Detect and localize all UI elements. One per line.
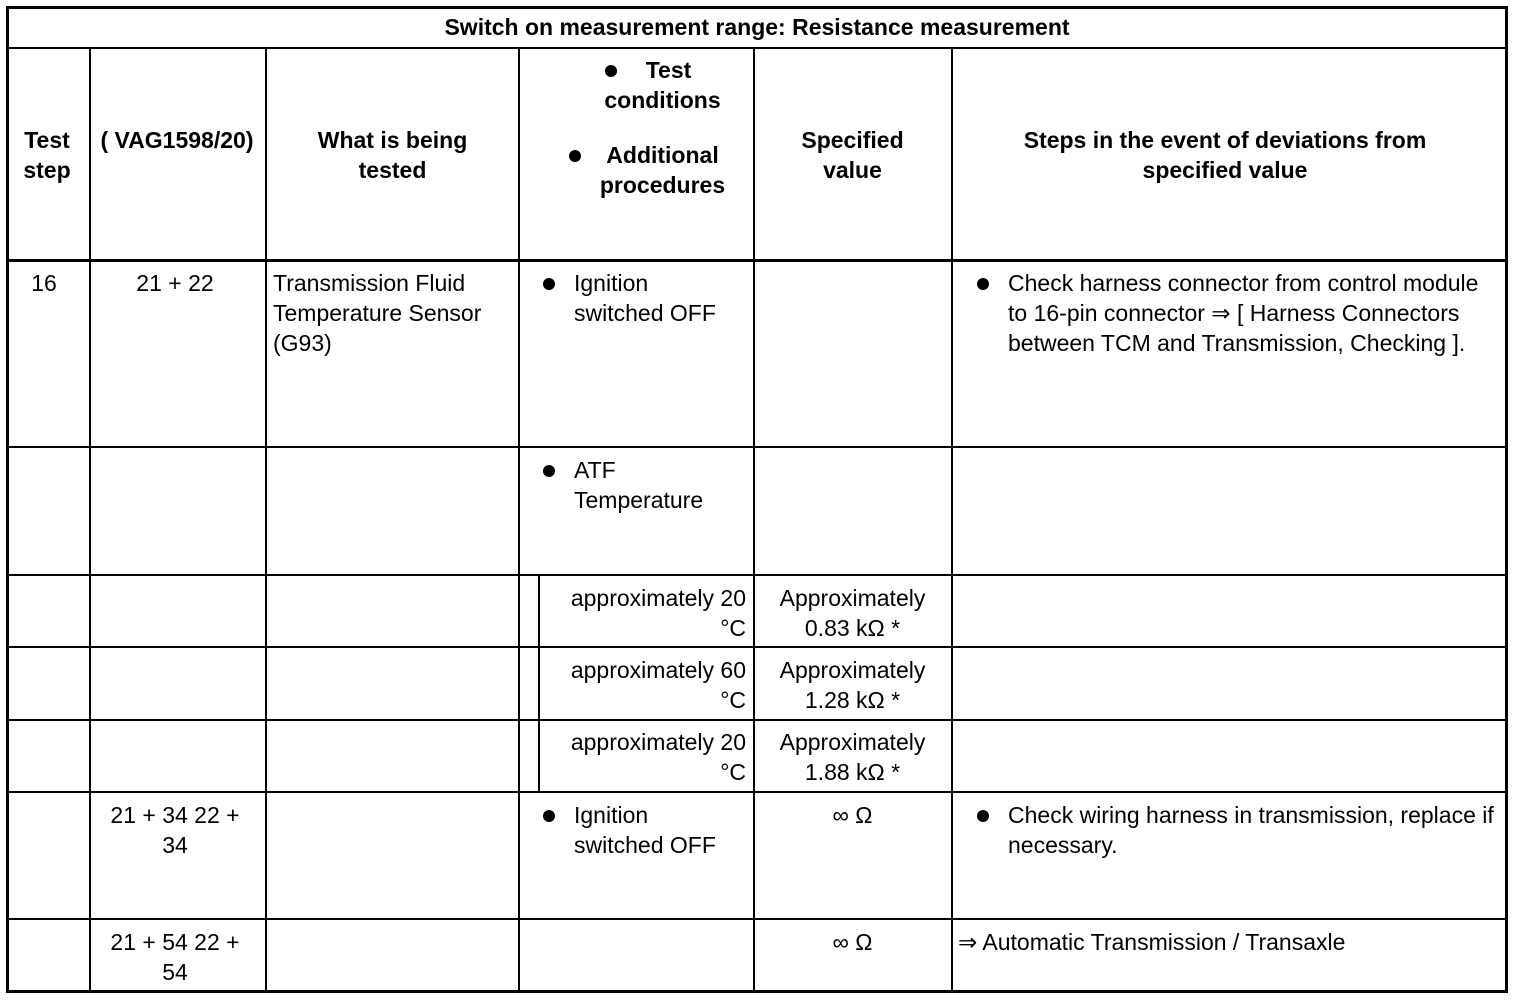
header-specified-value: Specified value (801, 127, 904, 183)
row-54-terminals: 21 + 54 22 + 54 (110, 929, 240, 985)
temp-row-3-condition: approximately 20 °C (570, 729, 746, 785)
header-vag: ( VAG1598/20) (100, 127, 254, 153)
temp-row-2-value: Approximately 1.28 kΩ * (779, 657, 926, 713)
col-rule-1 (89, 48, 91, 993)
rule-row-1 (6, 446, 1508, 448)
row-16-tested: Transmission Fluid Temperature Sensor (G93) (273, 270, 482, 356)
atf-temperature-condition: ATF Temperature (574, 457, 704, 513)
row-16-terminals: 21 + 22 (136, 270, 214, 296)
temp-row-2-condition: approximately 60 °C (570, 657, 746, 713)
bullet-icon (543, 810, 555, 822)
col-rule-5 (951, 48, 953, 993)
row-34-value: ∞ Ω (832, 802, 873, 828)
temp-row-1-value: Approximately 0.83 kΩ * (779, 585, 926, 641)
row-16-action: Check harness connector from control module to 16-pin connector ⇒ [ Harness Connectors between TCM and Transmission, Checking ]. (1008, 270, 1479, 356)
rule-row-4 (6, 719, 1508, 721)
bullet-icon (977, 810, 989, 822)
temp-row-1-condition: approximately 20 °C (570, 585, 746, 641)
col-rule-3 (518, 48, 520, 993)
rule-row-5 (6, 791, 1508, 793)
header-steps-deviation: Steps in the event of deviations from specified value (1023, 127, 1427, 183)
row-34-terminals: 21 + 34 22 + 34 (110, 802, 240, 858)
row-16-step: 16 (31, 270, 57, 296)
bullet-icon (977, 278, 989, 290)
rule-row-3 (6, 646, 1508, 648)
row-34-condition: Ignition switched OFF (574, 802, 716, 858)
rule-header (6, 259, 1508, 262)
sub-indent-rule (538, 575, 540, 792)
bullet-icon (543, 278, 555, 290)
rule-row-2 (6, 574, 1508, 576)
row-34-action: Check wiring harness in transmission, replace if necessary. (1008, 802, 1494, 858)
header-test-step: Test step (23, 127, 71, 183)
rule-row-6 (6, 918, 1508, 920)
table-title: Switch on measurement range: Resistance measurement (444, 14, 1070, 40)
header-test-conditions: Test conditions (604, 57, 721, 113)
row-16-condition: Ignition switched OFF (574, 270, 716, 326)
row-54-value: ∞ Ω (832, 929, 873, 955)
row-54-action-link[interactable]: ⇒ Automatic Transmission / Transaxle (958, 929, 1346, 955)
col-rule-2 (265, 48, 267, 993)
header-additional-procedures: Additional procedures (599, 142, 726, 198)
bullet-icon (543, 465, 555, 477)
col-rule-4 (753, 48, 755, 993)
temp-row-3-value: Approximately 1.88 kΩ * (779, 729, 926, 785)
header-what-tested: What is being tested (317, 127, 468, 183)
rule-title (6, 47, 1508, 49)
